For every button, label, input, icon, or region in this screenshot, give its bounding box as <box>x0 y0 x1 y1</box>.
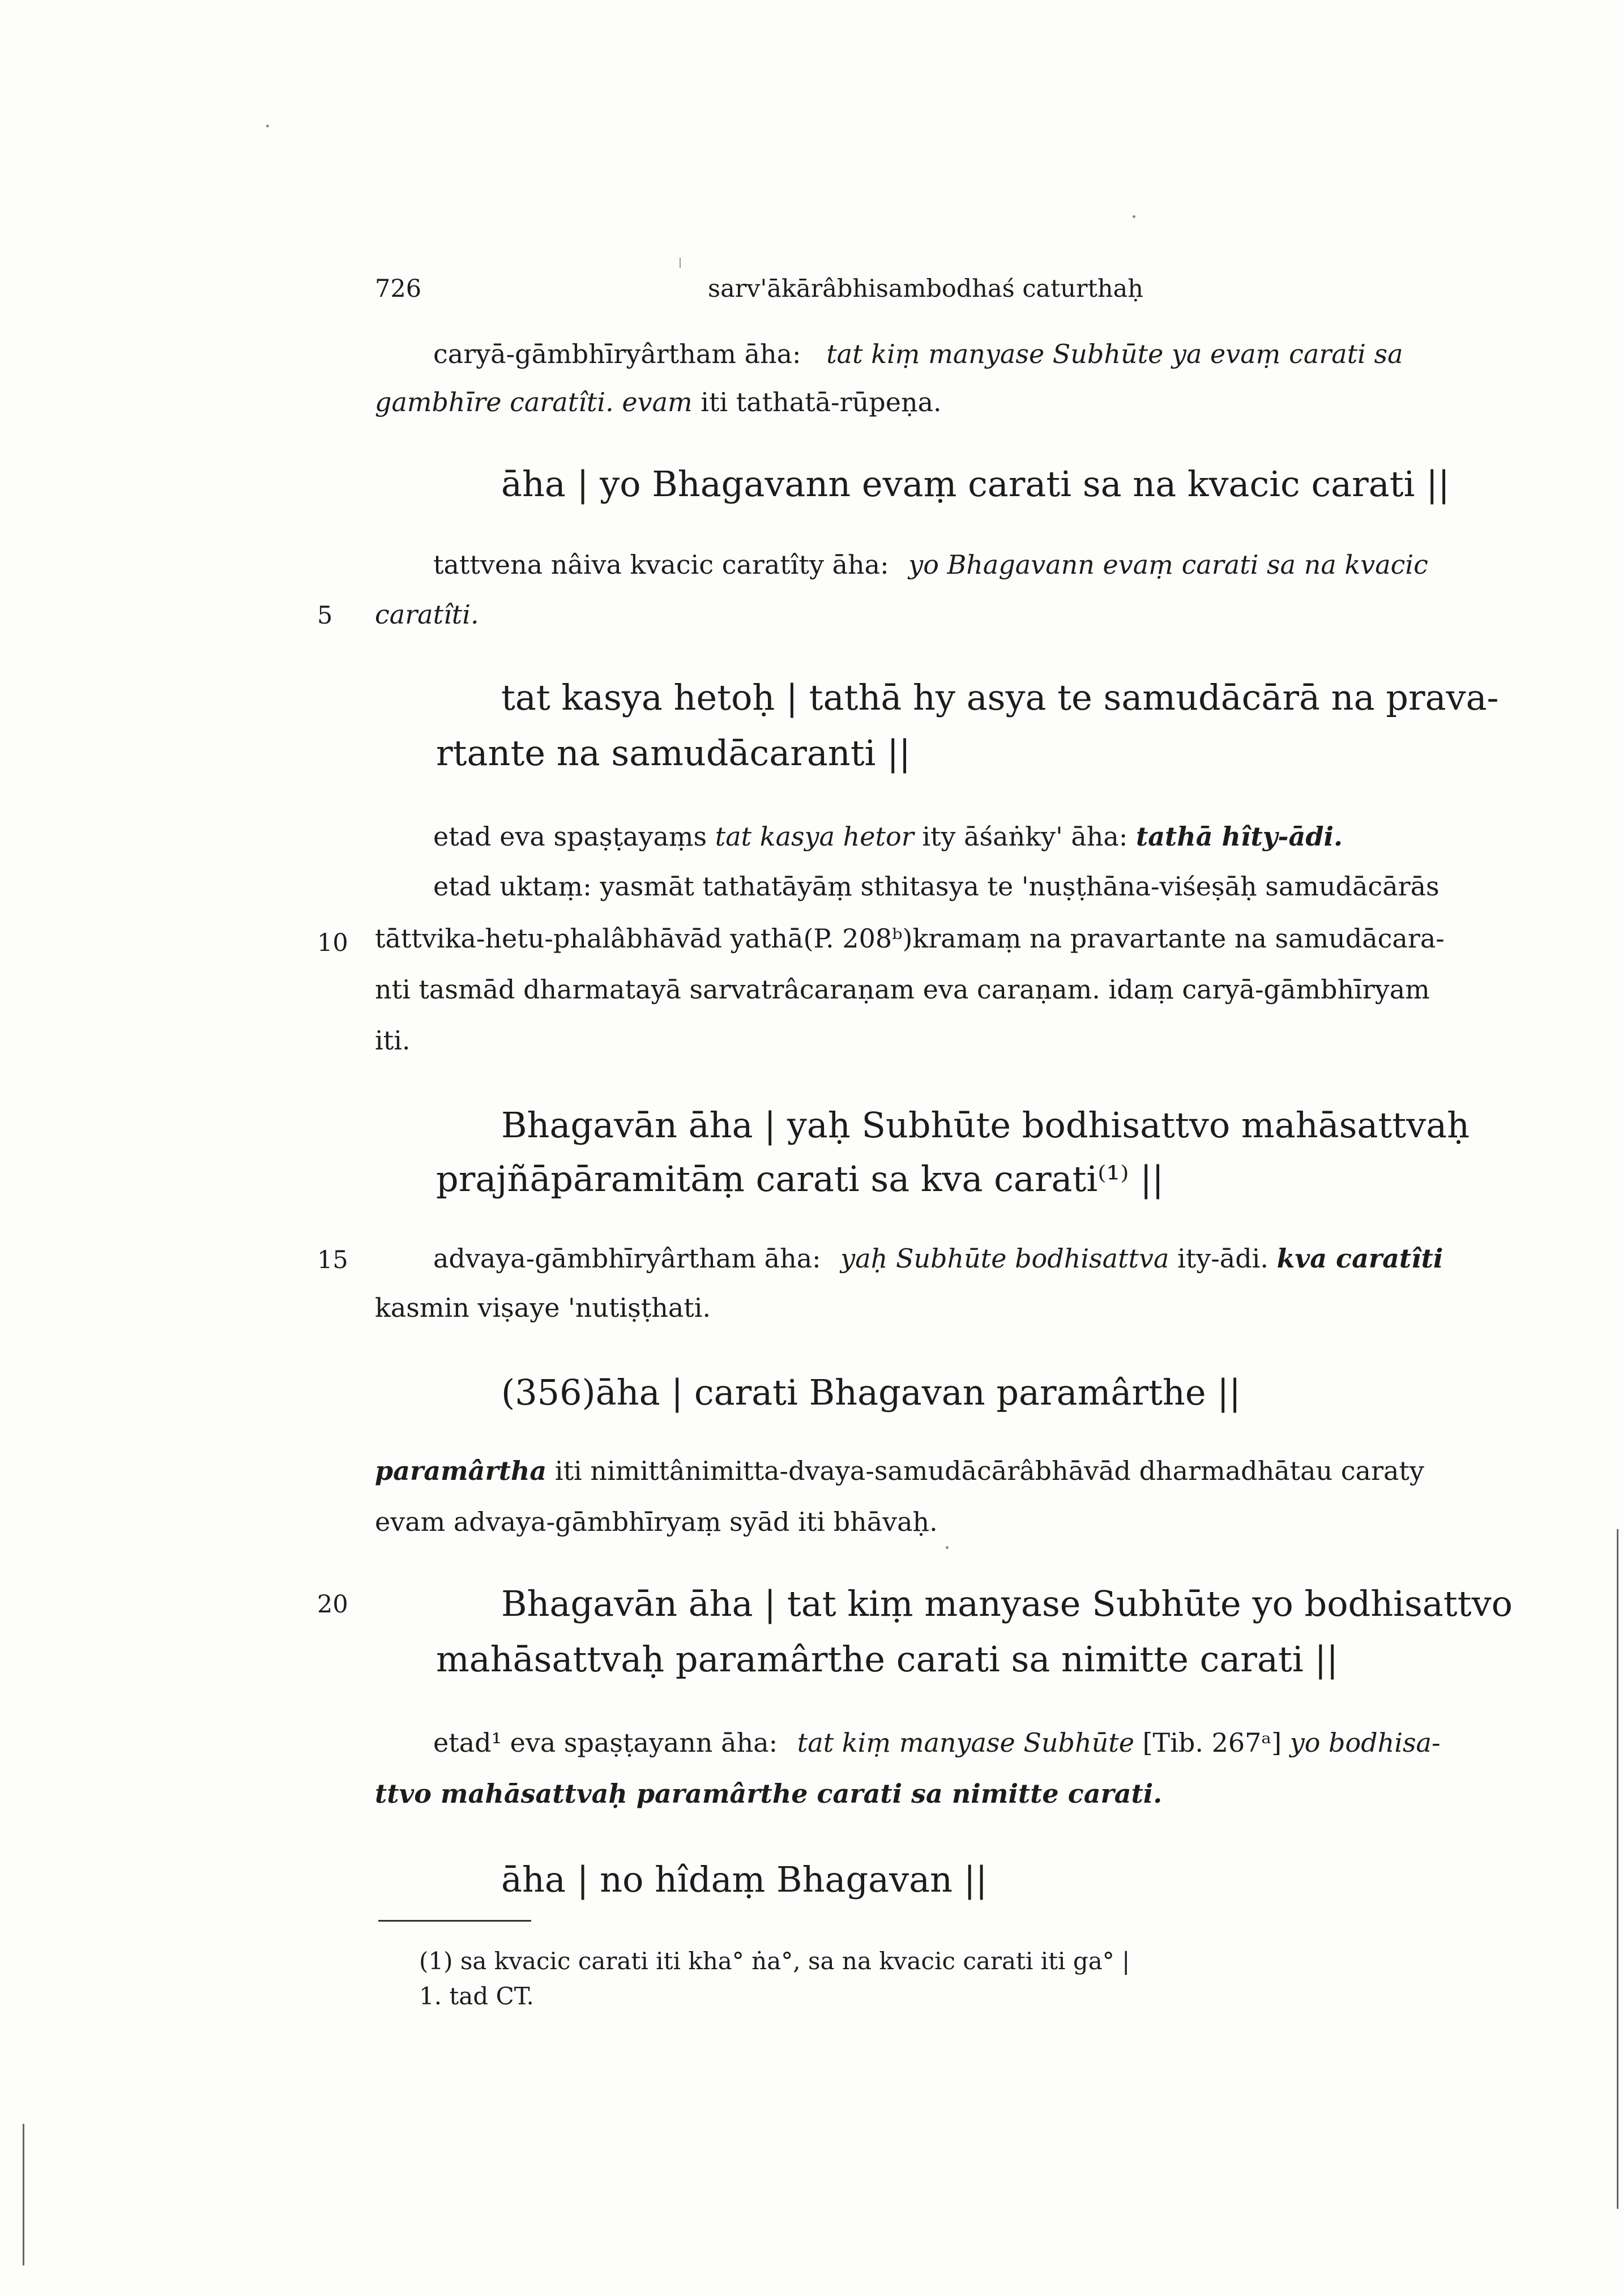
commentary-line: etad¹ eva spaṣṭayann āha: tat kiṃ manyase Subhūte [Tib. 267ᵃ] yo bodhisa- <box>433 1727 1441 1758</box>
root-text-line: āha | no hîdaṃ Bhagavan || <box>501 1859 988 1900</box>
commentary-line: ttvo mahāsattvaḥ paramârthe carati sa nimitte carati. <box>375 1778 1163 1809</box>
commentary-line: iti. <box>375 1025 411 1056</box>
root-text-line: (356)āha | carati Bhagavan paramârthe || <box>501 1372 1241 1413</box>
running-title: sarv'ākārâbhisambodhaś caturthaḥ <box>708 275 1143 303</box>
commentary-line: etad uktaṃ: yasmāt tathatāyāṃ sthitasya te 'nuṣṭhāna-viśeṣāḥ samudācārās <box>433 871 1440 902</box>
commentary-line: advaya-gāmbhīryârtham āha: yaḥ Subhūte bodhisattva ity-ādi. kva caratîti <box>433 1243 1443 1274</box>
root-text-line: prajñāpāramitāṃ carati sa kva carati⁽¹⁾ || <box>436 1158 1164 1200</box>
footnote-rule <box>378 1920 531 1922</box>
line-number: 15 <box>317 1246 348 1274</box>
commentary-line: paramârtha iti nimittânimitta-dvaya-samudācārâbhāvād dharmadhātau caraty <box>375 1456 1424 1486</box>
commentary-line: tāttvika-hetu-phalâbhāvād yathā(P. 208ᵇ)kramaṃ na pravartante na samudācara- <box>375 923 1445 954</box>
footnote: (1) sa kvacic carati iti kha° ṅa°, sa na kvacic carati iti ga° | <box>419 1947 1130 1975</box>
commentary-line: gambhīre caratîti. evam iti tathatā-rūpeṇa. <box>375 387 942 417</box>
commentary-line: etad eva spaṣṭayaṃs tat kasya hetor ity āśaṅky' āha: tathā hîty-ādi. <box>433 821 1343 852</box>
root-text-line: rtante na samudācaranti || <box>436 732 911 774</box>
root-text-line: Bhagavān āha | yaḥ Subhūte bodhisattvo mahāsattvaḥ <box>501 1104 1470 1146</box>
root-text-line: tat kasya hetoḥ | tathā hy asya te samudācārā na prava- <box>501 677 1499 718</box>
scan-edge-line <box>23 2124 24 2265</box>
commentary-line: tattvena nâiva kvacic caratîty āha: yo Bhagavann evaṃ carati sa na kvacic <box>433 549 1428 580</box>
root-text-line: mahāsattvaḥ paramârthe carati sa nimitte carati || <box>436 1638 1339 1680</box>
commentary-line: kasmin viṣaye 'nutiṣṭhati. <box>375 1292 711 1323</box>
scan-speck <box>946 1546 949 1549</box>
commentary-line: caratîti. <box>375 599 479 630</box>
commentary-line: evam advaya-gāmbhīryaṃ syād iti bhāvaḥ. <box>375 1507 938 1537</box>
scan-edge-line <box>1617 1529 1618 2209</box>
commentary-line: caryā-gāmbhīryârtham āha: tat kiṃ manyase Subhūte ya evaṃ carati sa <box>433 339 1403 369</box>
root-text-line: Bhagavān āha | tat kiṃ manyase Subhūte yo bodhisattvo <box>501 1583 1513 1624</box>
line-number: 5 <box>317 601 333 630</box>
footnote: 1. tad CT. <box>419 1982 534 2010</box>
scan-speck <box>266 125 269 127</box>
root-text-line: āha | yo Bhagavann evaṃ carati sa na kvacic carati || <box>501 463 1450 505</box>
scan-speck <box>1133 215 1135 218</box>
commentary-line: nti tasmād dharmatayā sarvatrâcaraṇam eva caraṇam. idaṃ caryā-gāmbhīryam <box>375 974 1430 1005</box>
page-number: 726 <box>375 275 422 303</box>
line-number: 10 <box>317 929 348 957</box>
line-number: 20 <box>317 1590 348 1619</box>
scan-mark <box>680 258 681 268</box>
